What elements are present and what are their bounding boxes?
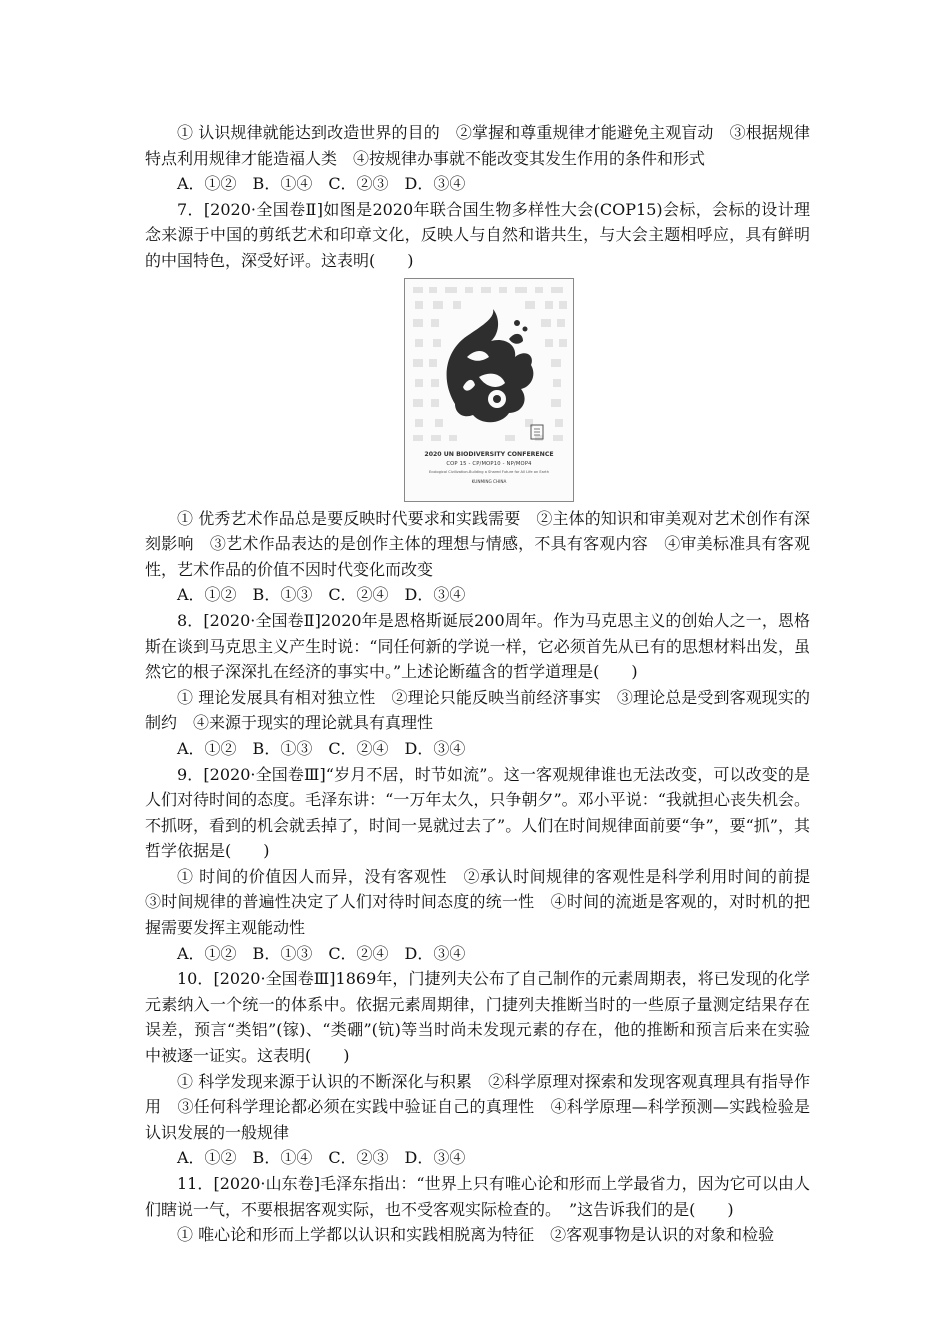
figure-container <box>145 274 810 506</box>
question-11 <box>145 1171 810 1248</box>
question-8 <box>145 608 810 762</box>
question-9 <box>145 762 827 967</box>
cop15-logo-image <box>404 278 574 502</box>
q10-statements: ① 科学发现来源于认识的不断深化与积累 ②科学原理对探索和发现客观真理具有指导作用 ③任何科学理论都必须在实践中验证自己的真理性 ④科学原理—科学预测—实践检验是认识发展的一般规律 <box>145 1071 810 1142</box>
logo-location: KUNMING CHINA <box>471 478 507 484</box>
q6-statements: ① 认识规律就能达到改造世界的目的 ②掌握和尊重规律才能避免主观盲动 ③根据规律特点利用规律才能造福人类 ④按规律办事就不能改变其发生作用的条件和形式 <box>145 123 810 168</box>
q7-statements: ① 优秀艺术作品总是要反映时代要求和实践需要 ②主体的知识和审美观对艺术创作有深刻影响 ③艺术作品表达的是创作主体的理想与情感，不具有客观内容 ④审美标准具有客观性，艺术作品的价值不因时代变化而改变 <box>145 508 810 579</box>
question-10 <box>145 966 810 1171</box>
q8-statements: ① 理论发展具有相对独立性 ②理论只能反映当前经济事实 ③理论总是受到客观现实的制约 ④来源于现实的理论就具有真理性 <box>145 687 810 733</box>
q9-stem: 9．[2020·全国卷Ⅲ]“岁月不居，时节如流”。这一客观规律谁也无法改变，可以改变的是人们对待时间的态度。毛泽东讲：“一万年太久，只争朝夕”。邓小平说：“我就担心丧失机会。不抓呀，看到的机会就丢掉了，时间一晃就过去了”。人们在时间规律面前要“争”，要“抓”，其哲学依据是( ) <box>145 764 810 861</box>
question-7 <box>145 197 810 608</box>
q7-stem: 7．[2020·全国卷Ⅱ]如图是2020年联合国生物多样性大会(COP15)会标，会标的设计理念来源于中国的剪纸艺术和印章文化，反映人与自然和谐共生，与大会主题相呼应，具有鲜明的中国特色，深受好评。这表明( ) <box>145 199 810 270</box>
page-content <box>145 120 827 1248</box>
q6-options: A．①② B．①④ C．②③ D．③④ <box>177 174 466 194</box>
question-6 <box>145 120 810 197</box>
q10-stem: 10．[2020·全国卷Ⅲ]1869年，门捷列夫公布了自己制作的元素周期表，将已发现的化学元素纳入一个统一的体系中。依据元素周期律，门捷列夫推断当时的一些原子量测定结果存在误差，预言“类铝”(镓)、“类硼”(钪)等当时尚未发现元素的存在，他的推断和预言后来在实验中被逐一证实。这表明( ) <box>145 969 810 1066</box>
q8-options: A．①② B．①③ C．②④ D．③④ <box>177 738 466 758</box>
q7-options: A．①② B．①③ C．②④ D．③④ <box>177 585 466 605</box>
q9-options: A．①② B．①③ C．②④ D．③④ <box>177 943 466 963</box>
q9-statements: ① 时间的价值因人而异，没有客观性 ②承认时间规律的客观性是科学利用时间的前提 ③时间规律的普遍性决定了人们对待时间态度的统一性 ④时间的流逝是客观的，对时机的把握需要发挥主观能动性 <box>145 866 827 938</box>
logo-subtitle: COP 15 - CP/MOP10 - NP/MOP4 <box>446 460 532 467</box>
logo-theme: Ecological Civilization-Building a Shared Future for All Life on Earth <box>428 469 549 474</box>
q10-options: A．①② B．①④ C．②③ D．③④ <box>177 1148 466 1168</box>
logo-title: 2020 UN BIODIVERSITY CONFERENCE <box>424 450 554 458</box>
q8-stem: 8．[2020·全国卷Ⅱ]2020年是恩格斯诞辰200周年。作为马克思主义的创始人之一，恩格斯在谈到马克思主义产生时说：“同任何新的学说一样，它必须首先从已有的思想材料出发，虽然它的根子深深扎在经济的事实中。”上述论断蕴含的哲学道理是( ) <box>145 610 810 682</box>
q11-stem: 11．[2020·山东卷]毛泽东指出：“世界上只有唯心论和形而上学最省力，因为它可以由人们瞎说一气，不要根据客观实际，也不受客观实际检查的。 ”这告诉我们的是( ) <box>145 1174 810 1219</box>
q11-statements: ① 唯心论和形而上学都以认识和实践相脱离为特征 ②客观事物是认识的对象和检验 <box>177 1225 775 1245</box>
